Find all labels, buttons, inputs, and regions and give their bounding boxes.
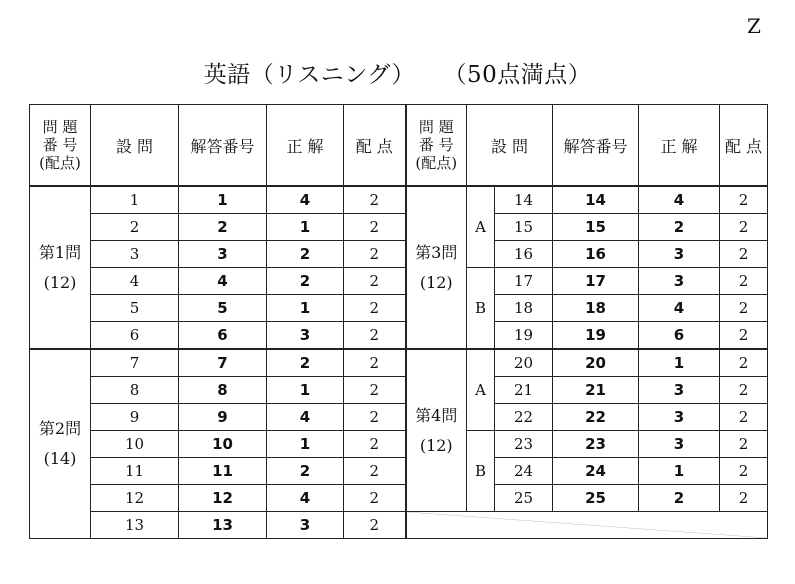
title-text: 英語（リスニング） (203, 62, 415, 88)
question-number: 22 (495, 404, 553, 431)
question-number: 24 (495, 458, 553, 485)
points-value: 2 (720, 241, 768, 268)
question-number: 16 (495, 241, 553, 268)
correct-answer: 3 (639, 241, 720, 268)
header-correct-right: 正 解 (639, 105, 720, 187)
correct-answer: 1 (267, 295, 344, 322)
points-value: 2 (344, 295, 406, 322)
table-row (30, 295, 768, 322)
correct-answer: 2 (267, 349, 344, 377)
points-value: 2 (344, 241, 406, 268)
question-number: 8 (91, 377, 179, 404)
question-number: 5 (91, 295, 179, 322)
points-value: 2 (344, 186, 406, 214)
section-points: (12) (43, 272, 77, 292)
sub-part-label: A (467, 349, 495, 431)
header-points: 配 点 (344, 105, 406, 187)
answer-number: 19 (553, 322, 639, 350)
answer-table (29, 104, 768, 539)
points-value: 2 (720, 404, 768, 431)
points-value: 2 (720, 295, 768, 322)
points-value: 2 (720, 322, 768, 350)
points-value: 2 (344, 458, 406, 485)
answer-number: 14 (553, 186, 639, 214)
correct-answer: 3 (639, 404, 720, 431)
correct-answer: 2 (267, 268, 344, 295)
question-number: 25 (495, 485, 553, 512)
section-name: 第1問 (38, 242, 82, 262)
header-problem-number-right: 問 題 番 号 (配点) (406, 105, 467, 187)
points-value: 2 (720, 186, 768, 214)
header-problem-number: 問 題 番 号 (配点) (30, 105, 91, 187)
section-label-s4 (406, 349, 467, 512)
section-label-s3 (406, 186, 467, 349)
answer-number: 17 (553, 268, 639, 295)
question-number: 15 (495, 214, 553, 241)
section-name: 第4問 (415, 405, 458, 425)
correct-answer: 6 (639, 322, 720, 350)
answer-number: 6 (179, 322, 267, 350)
diagonal-line (407, 512, 768, 538)
correct-answer: 3 (267, 512, 344, 539)
correct-answer: 2 (267, 241, 344, 268)
table-row (30, 377, 768, 404)
answer-number: 1 (179, 186, 267, 214)
answer-number: 8 (179, 377, 267, 404)
answer-number: 5 (179, 295, 267, 322)
question-number: 23 (495, 431, 553, 458)
points-value: 2 (720, 431, 768, 458)
points-value: 2 (720, 349, 768, 377)
header-answer-number: 解答番号 (179, 105, 267, 187)
table-row (30, 431, 768, 458)
page-title (0, 56, 795, 89)
correct-answer: 2 (639, 485, 720, 512)
answer-number: 13 (179, 512, 267, 539)
points-value: 2 (344, 322, 406, 350)
points-value: 2 (344, 485, 406, 512)
correct-answer: 1 (639, 349, 720, 377)
answer-number: 15 (553, 214, 639, 241)
question-number: 2 (91, 214, 179, 241)
correct-answer: 4 (639, 186, 720, 214)
header-row (30, 105, 768, 187)
sub-part-label: B (467, 431, 495, 512)
answer-number: 25 (553, 485, 639, 512)
points-value: 2 (344, 268, 406, 295)
answer-number: 16 (553, 241, 639, 268)
table-row (30, 458, 768, 485)
answer-number: 23 (553, 431, 639, 458)
answer-number: 22 (553, 404, 639, 431)
table-row (30, 404, 768, 431)
points-value: 2 (344, 377, 406, 404)
header-correct: 正 解 (267, 105, 344, 187)
question-number: 11 (91, 458, 179, 485)
correct-answer: 3 (639, 377, 720, 404)
total-points: （50点満点） (455, 62, 592, 88)
answer-number: 18 (553, 295, 639, 322)
correct-answer: 3 (639, 431, 720, 458)
correct-answer: 4 (639, 295, 720, 322)
answer-number: 10 (179, 431, 267, 458)
question-number: 6 (91, 322, 179, 350)
question-number: 19 (495, 322, 553, 350)
header-question-right: 設 問 (467, 105, 553, 187)
table-row (30, 268, 768, 295)
points-value: 2 (720, 458, 768, 485)
table-row (30, 322, 768, 350)
header-points-right: 配 点 (720, 105, 768, 187)
table-row (30, 349, 768, 377)
correct-answer: 1 (267, 431, 344, 458)
correct-answer: 3 (267, 322, 344, 350)
answer-number: 4 (179, 268, 267, 295)
correct-answer: 1 (267, 377, 344, 404)
section-name: 第2問 (38, 419, 82, 438)
points-value: 2 (344, 349, 406, 377)
answer-number: 11 (179, 458, 267, 485)
section-name: 第3問 (415, 242, 458, 262)
question-number: 18 (495, 295, 553, 322)
correct-answer: 1 (267, 214, 344, 241)
answer-number: 21 (553, 377, 639, 404)
question-number: 10 (91, 431, 179, 458)
question-number: 1 (91, 186, 179, 214)
question-number: 20 (495, 349, 553, 377)
table-row (30, 214, 768, 241)
correct-answer: 3 (639, 268, 720, 295)
section-points: (12) (419, 272, 453, 292)
correct-answer: 4 (267, 186, 344, 214)
correct-answer: 2 (267, 458, 344, 485)
correct-answer: 1 (639, 458, 720, 485)
question-number: 9 (91, 404, 179, 431)
question-number: 13 (91, 512, 179, 539)
table-row (30, 512, 768, 539)
sub-part-label: B (467, 268, 495, 350)
section-points: (14) (43, 449, 77, 468)
answer-number: 3 (179, 241, 267, 268)
answer-number: 7 (179, 349, 267, 377)
points-value: 2 (344, 404, 406, 431)
points-value: 2 (720, 268, 768, 295)
answer-number: 12 (179, 485, 267, 512)
table-row (30, 241, 768, 268)
section-label-s1 (30, 186, 91, 349)
corner-mark: Z (747, 14, 761, 38)
question-number: 21 (495, 377, 553, 404)
sub-part-label: A (467, 186, 495, 268)
answer-number: 24 (553, 458, 639, 485)
answer-number: 2 (179, 214, 267, 241)
question-number: 3 (91, 241, 179, 268)
correct-answer: 4 (267, 485, 344, 512)
points-value: 2 (344, 214, 406, 241)
table-row (30, 186, 768, 214)
answer-number: 9 (179, 404, 267, 431)
correct-answer: 2 (639, 214, 720, 241)
points-value: 2 (720, 214, 768, 241)
question-number: 14 (495, 186, 553, 214)
points-value: 2 (344, 431, 406, 458)
points-value: 2 (344, 512, 406, 539)
header-answer-number-right: 解答番号 (553, 105, 639, 187)
question-number: 17 (495, 268, 553, 295)
section-points: (12) (419, 435, 453, 455)
table-row (30, 485, 768, 512)
empty-cell (406, 512, 768, 539)
question-number: 7 (91, 349, 179, 377)
points-value: 2 (720, 485, 768, 512)
points-value: 2 (720, 377, 768, 404)
header-question: 設 問 (91, 105, 179, 187)
correct-answer: 4 (267, 404, 344, 431)
question-number: 12 (91, 485, 179, 512)
section-label-s2 (30, 349, 91, 539)
question-number: 4 (91, 268, 179, 295)
answer-number: 20 (553, 349, 639, 377)
